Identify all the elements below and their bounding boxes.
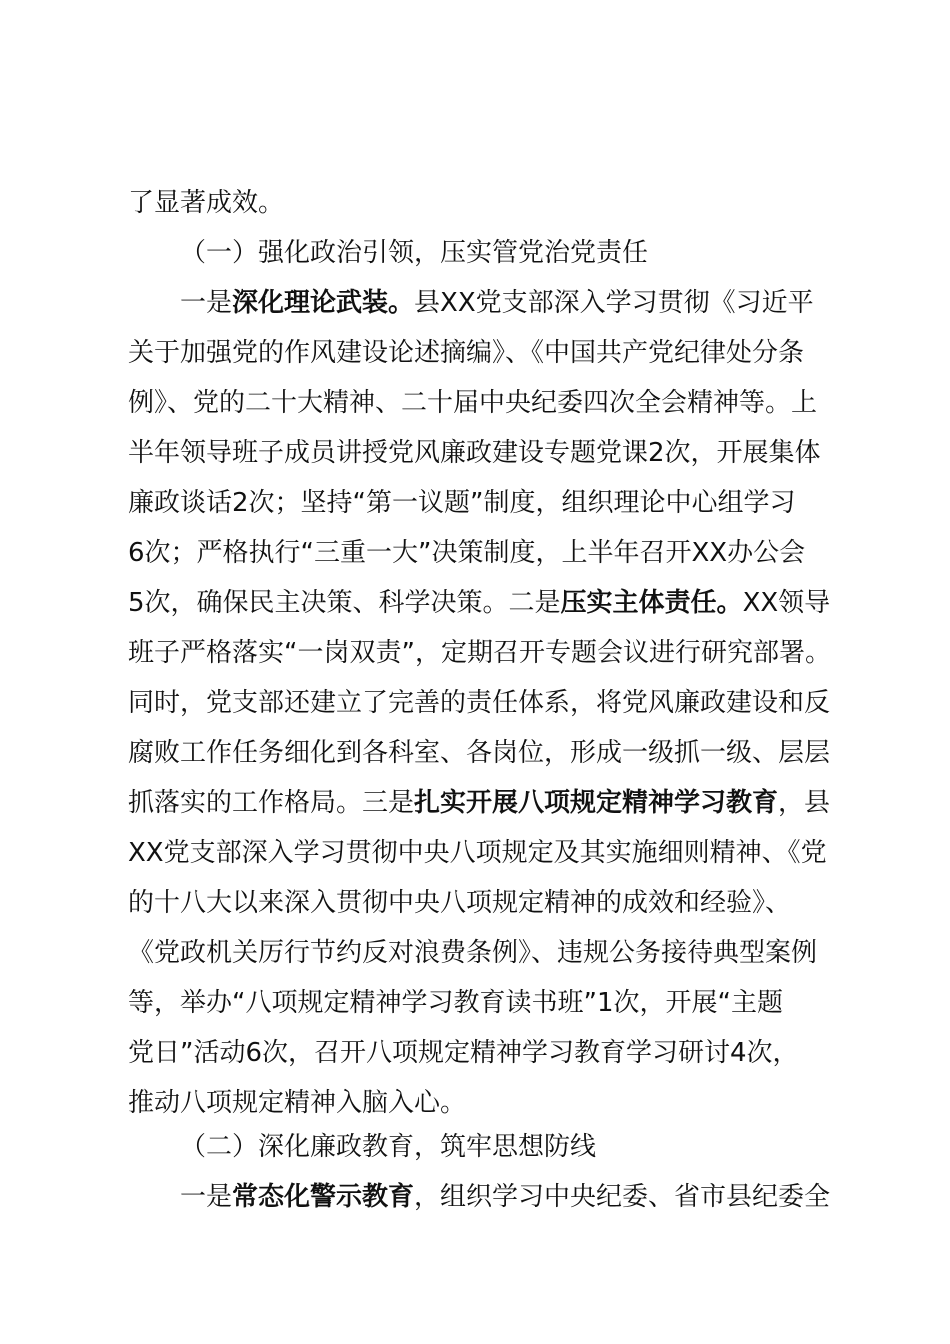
text-line: 《党政机关厉行节约反对浪费条例》、违规公务接待典型案例: [128, 938, 818, 968]
text-run: 一是: [180, 1182, 233, 1212]
paragraph-2: [128, 1172, 840, 1222]
text-line: [128, 778, 840, 828]
bold-phrase: 扎实开展八项规定精神学习教育: [414, 788, 779, 818]
bold-phrase: 压实主体责任。: [560, 588, 743, 618]
text-line: 例》、党的二十大精神、二十届中央纪委四次全会精神等。上: [128, 388, 818, 418]
text-run: 5次，确保民主决策、科学决策。二是: [128, 588, 561, 618]
paragraph-1: [128, 278, 840, 1128]
section-heading-2: [128, 1122, 840, 1172]
text-line: 了显著成效。: [128, 188, 285, 218]
text-line: 廉政谈话2次；坚持“第一议题”制度，组织理论中心组学习: [128, 488, 796, 518]
text-line: [128, 278, 840, 328]
text-line: 推动八项规定精神入脑入心。: [128, 1088, 467, 1118]
text-line: [128, 578, 840, 628]
text-line: 半年领导班子成员讲授党风廉政建设专题党课2次，开展集体: [128, 438, 821, 468]
heading-text: （二）深化廉政教育，筑牢思想防线: [180, 1132, 597, 1162]
text-run: 县XX党支部深入学习贯彻《习近平: [414, 288, 814, 318]
text-line: 党日”活动6次，召开八项规定精神学习教育学习研讨4次，: [128, 1038, 799, 1068]
text-line: 6次；严格执行“三重一大”决策制度，上半年召开XX办公会: [128, 538, 806, 568]
text-line: 腐败工作任务细化到各科室、各岗位，形成一级抓一级、层层: [128, 738, 831, 768]
text-line: 等，举办“八项规定精神学习教育读书班”1次，开展“主题: [128, 988, 783, 1018]
bold-phrase: 常态化警示教育: [232, 1182, 415, 1212]
heading-text: （一）强化政治引领，压实管党治党责任: [180, 238, 649, 268]
text-run: 一是: [180, 288, 233, 318]
paragraph-continuation: [128, 178, 840, 228]
text-run: 抓落实的工作格局。三是: [128, 788, 415, 818]
text-line: 班子严格落实“一岗双责”，定期召开专题会议进行研究部署。: [128, 638, 831, 668]
text-line: [128, 1172, 840, 1222]
text-line: 关于加强党的作风建设论述摘编》、《中国共产党纪律处分条: [128, 338, 805, 368]
text-line: 的十八大以来深入贯彻中央八项规定精神的成效和经验》、: [128, 888, 792, 918]
text-line: 同时，党支部还建立了完善的责任体系，将党风廉政建设和反: [128, 688, 831, 718]
text-run: ，县: [778, 788, 831, 818]
text-run: XX领导: [742, 588, 831, 618]
text-run: ，组织学习中央纪委、省市县纪委全: [414, 1182, 831, 1212]
section-heading-1: [128, 228, 840, 278]
bold-phrase: 深化理论武装。: [232, 288, 415, 318]
text-line: XX党支部深入学习贯彻中央八项规定及其实施细则精神、《党: [128, 838, 827, 868]
